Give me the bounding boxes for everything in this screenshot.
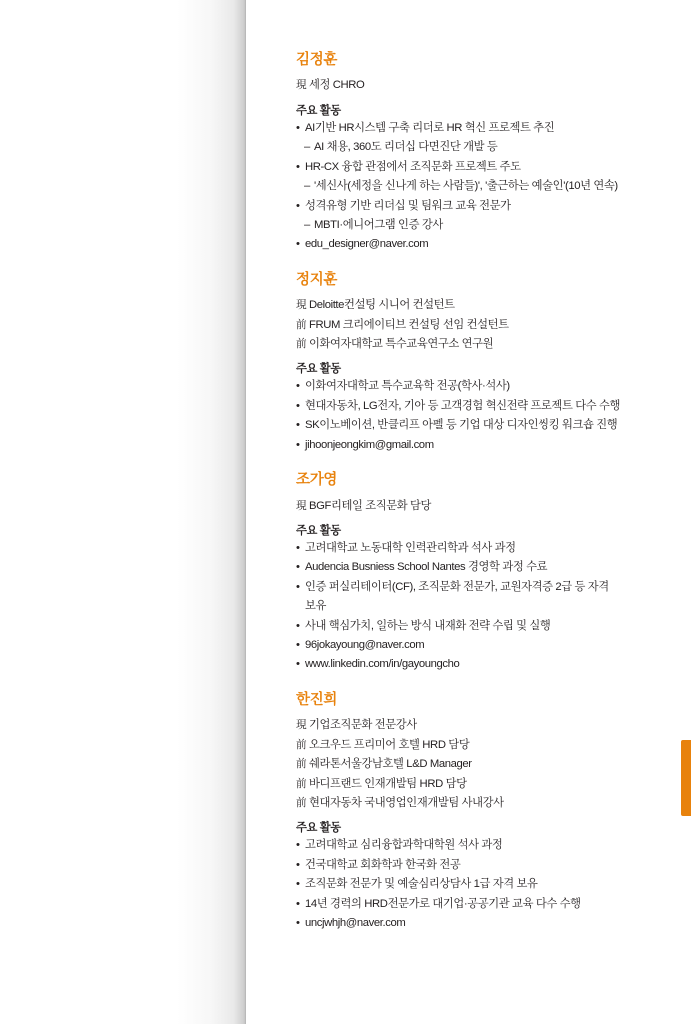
activity-text: uncjwhjh@naver.com xyxy=(305,917,406,930)
role-prefix: 前 xyxy=(296,777,307,790)
role-text: 이화여자대학교 특수교육연구소 연구원 xyxy=(308,338,494,350)
person-name: 조가영 xyxy=(296,472,338,489)
role-text: 현대자동차 국내영업인재개발팀 사내강사 xyxy=(308,796,504,809)
activity-text: AI기반 HR시스템 구축 리더로 HR 혁신 프로젝트 추진 xyxy=(305,121,555,134)
activities-label: 주요 활동 xyxy=(296,104,341,117)
role-line xyxy=(296,76,666,95)
role-line xyxy=(296,335,666,354)
person-name: 정지훈 xyxy=(296,271,338,288)
activities-label: 주요 활동 xyxy=(296,524,341,537)
activities-label: 주요 활동 xyxy=(296,363,341,376)
activity-text: 96jokayoung@naver.com xyxy=(305,639,425,652)
role-prefix: 現 xyxy=(296,499,307,512)
list-item xyxy=(296,617,666,636)
activity-subtext: – '세신사(세정을 신나게 하는 사람들)', '출근하는 예술인'(10년 연속) xyxy=(305,177,666,196)
activity-text: SK이노베이션, 반클리프 아펠 등 기업 대상 디자인씽킹 워크숍 진행 xyxy=(305,419,618,432)
role-line xyxy=(296,316,666,335)
list-item xyxy=(296,875,666,894)
profiles-list xyxy=(296,52,666,933)
role-text: 기업조직문화 전문강사 xyxy=(308,719,417,732)
list-item xyxy=(296,416,666,435)
role-text: 세정 CHRO xyxy=(308,79,365,92)
list-item xyxy=(296,197,666,236)
role-line xyxy=(296,755,666,774)
role-line xyxy=(296,736,666,755)
role-line xyxy=(296,497,666,516)
role-text: 바디프랜드 인재개발팀 HRD 담당 xyxy=(308,777,467,790)
activity-text: 현대자동차, LG전자, 기아 등 고객경험 혁신전략 프로젝트 다수 수행 xyxy=(305,399,620,412)
activities-list xyxy=(296,539,666,675)
role-text: 쉐라톤서울강남호텔 L&D Manager xyxy=(308,758,472,771)
role-prefix: 前 xyxy=(296,758,307,771)
role-prefix: 前 xyxy=(296,796,307,809)
role-prefix: 前 xyxy=(296,318,307,331)
list-item xyxy=(296,856,666,875)
profile-entry xyxy=(296,272,666,455)
list-item xyxy=(296,895,666,914)
list-item xyxy=(296,436,666,455)
list-item xyxy=(296,914,666,933)
activity-text: HR-CX 융합 관점에서 조직문화 프로젝트 주도 xyxy=(305,160,521,173)
role-text: Deloitte컨설팅 시니어 컨설턴트 xyxy=(308,299,455,312)
activity-text: 14년 경력의 HRD전문가로 대기업·공공기관 교육 다수 수행 xyxy=(305,897,581,910)
role-text: BGF리테일 조직문화 담당 xyxy=(308,499,432,512)
activity-text-wrap: 보유 xyxy=(305,600,327,613)
list-item xyxy=(296,655,666,674)
list-item xyxy=(296,158,666,197)
activity-text: 고려대학교 심리융합과학대학원 석사 과정 xyxy=(305,839,503,852)
activity-text: jihoonjeongkim@gmail.com xyxy=(305,438,434,451)
activities-list xyxy=(296,836,666,933)
list-item xyxy=(296,539,666,558)
profile-entry xyxy=(296,52,666,255)
list-item xyxy=(296,377,666,396)
list-item xyxy=(296,636,666,655)
person-name: 한진희 xyxy=(296,691,338,708)
activities-list xyxy=(296,377,666,455)
role-text: FRUM 크리에이티브 컨설팅 선임 컨설턴트 xyxy=(308,318,509,331)
role-line xyxy=(296,296,666,315)
role-prefix: 現 xyxy=(296,79,307,92)
role-line xyxy=(296,775,666,794)
activity-text: 건국대학교 회화학과 한국화 전공 xyxy=(305,858,461,871)
activity-text: 성격유형 기반 리더십 및 팀워크 교육 전문가 xyxy=(305,199,511,212)
profile-entry xyxy=(296,472,666,675)
list-item xyxy=(296,578,666,617)
role-line xyxy=(296,716,666,735)
activity-text: edu_designer@naver.com xyxy=(305,238,429,251)
role-text: 오크우드 프리미어 호텔 HRD 담당 xyxy=(308,738,470,751)
activities-list xyxy=(296,119,666,255)
activity-text: 사내 핵심가치, 일하는 방식 내재화 전략 수립 및 실행 xyxy=(305,619,551,632)
list-item xyxy=(296,558,666,577)
activity-text: 인증 퍼실리테이터(CF), 조직문화 전문가, 교원자격증 2급 등 자격 xyxy=(305,580,609,593)
role-prefix: 前 xyxy=(296,738,307,751)
role-line xyxy=(296,794,666,813)
activity-text: Audencia Busniess School Nantes 경영학 과정 수료 xyxy=(305,561,548,574)
page-edge-tab xyxy=(681,740,691,816)
list-item xyxy=(296,397,666,416)
list-item xyxy=(296,119,666,158)
activity-subtext: – MBTI·에니어그램 인증 강사 xyxy=(305,216,666,235)
page-fold-shading xyxy=(0,0,246,1024)
activity-subtext: – AI 채용, 360도 리더십 다면진단 개발 등 xyxy=(305,138,666,157)
activity-text: www.linkedin.com/in/gayoungcho xyxy=(305,658,460,671)
activities-label: 주요 활동 xyxy=(296,822,341,835)
role-prefix: 現 xyxy=(296,719,307,732)
person-name: 김정훈 xyxy=(296,52,338,68)
list-item xyxy=(296,836,666,855)
activity-text: 조직문화 전문가 및 예술심리상담사 1급 자격 보유 xyxy=(305,878,538,891)
activity-text: 고려대학교 노동대학 인력관리학과 석사 과정 xyxy=(305,541,516,554)
list-item xyxy=(296,235,666,254)
role-prefix: 前 xyxy=(296,338,307,350)
activity-text: 이화여자대학교 특수교육학 전공(학사·석사) xyxy=(305,380,510,393)
role-prefix: 現 xyxy=(296,299,307,312)
profile-entry xyxy=(296,692,666,934)
page-fold-line xyxy=(245,0,246,1024)
